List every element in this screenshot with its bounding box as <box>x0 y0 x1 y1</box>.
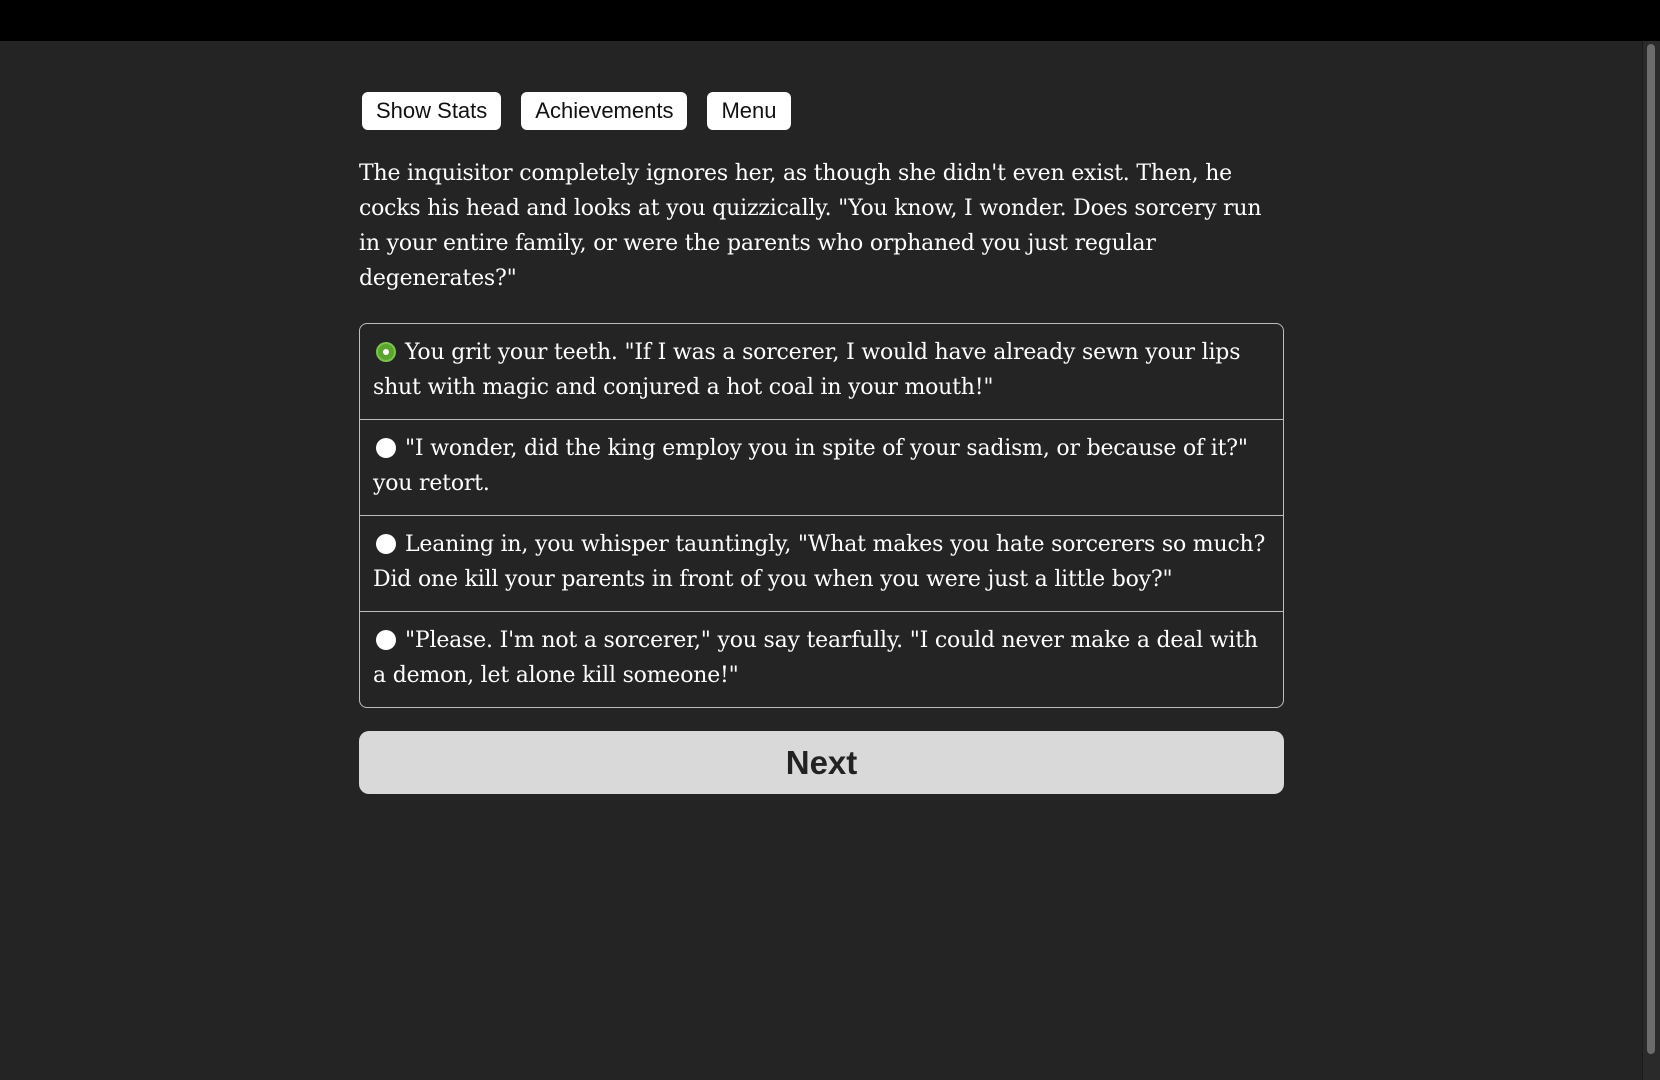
choice-label-3: Leaning in, you whisper tauntingly, "What makes you hate sorcerers so much? Did one kill your parents in front of you when you were just a little boy?" <box>373 532 1266 592</box>
toolbar <box>362 92 1284 130</box>
choice-option-3[interactable] <box>360 515 1283 611</box>
scrollbar-thumb[interactable] <box>1647 44 1655 1054</box>
choice-label-2: "I wonder, did the king employ you in spite of your sadism, or because of it?" you retort. <box>373 436 1248 496</box>
choice-option-1[interactable] <box>360 324 1283 419</box>
show-stats-button[interactable]: Show Stats <box>362 92 501 130</box>
choice-option-2[interactable] <box>360 419 1283 515</box>
menu-button[interactable]: Menu <box>707 92 790 130</box>
radio-button-4[interactable] <box>376 630 396 650</box>
narrative-text: The inquisitor completely ignores her, as though she didn't even exist. Then, he cocks his head and looks at you quizzically. "You know, I wonder. Does sorcery run in your entire family, or were the parents who orphaned you just regular degenerates?" <box>359 161 1262 291</box>
game-content <box>359 92 1284 794</box>
choice-option-4[interactable] <box>360 611 1283 707</box>
next-button[interactable]: Next <box>359 731 1284 794</box>
choice-list <box>359 323 1284 708</box>
radio-button-3[interactable] <box>376 534 396 554</box>
achievements-button[interactable]: Achievements <box>521 92 687 130</box>
radio-button-1[interactable] <box>376 342 396 362</box>
window-top-bar <box>0 0 1660 41</box>
radio-button-2[interactable] <box>376 438 396 458</box>
choice-label-1: You grit your teeth. "If I was a sorcerer, I would have already sewn your lips shut with magic and conjured a hot coal in your mouth!" <box>373 340 1241 400</box>
choice-label-4: "Please. I'm not a sorcerer," you say tearfully. "I could never make a deal with a demon, let alone kill someone!" <box>373 628 1258 688</box>
